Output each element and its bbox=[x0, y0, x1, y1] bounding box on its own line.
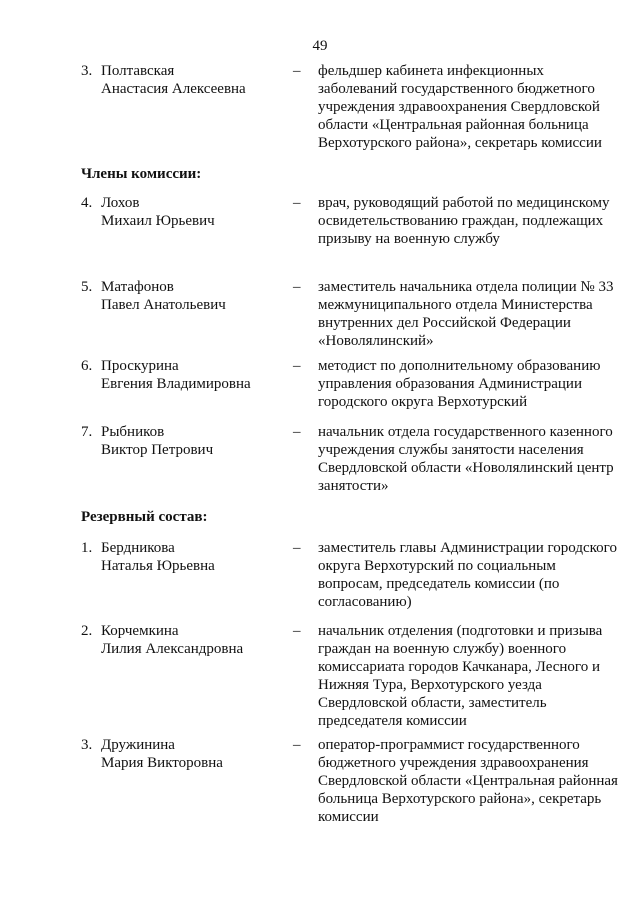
entry-number: 7. bbox=[81, 424, 93, 440]
entry-description: заместитель начальника отдела полиции № 33 межмуниципального отдела Министерства внутренних дел Российской Федерации «Новолялинский» bbox=[318, 279, 614, 349]
entry-dash: – bbox=[293, 63, 301, 79]
entry-dash: – bbox=[293, 540, 301, 556]
entry-given-names: Мария Викторовна bbox=[101, 755, 223, 771]
entry-surname: Матафонов bbox=[101, 279, 174, 295]
entry-given-names: Михаил Юрьевич bbox=[101, 213, 215, 229]
entry-number: 4. bbox=[81, 195, 93, 211]
entry-description: заместитель главы Администрации городского округа Верхотурский по социальным вопросам, председатель комиссии (по согласованию) bbox=[318, 540, 617, 610]
entry-given-names: Анастасия Алексеевна bbox=[101, 81, 246, 97]
entry-number: 2. bbox=[81, 623, 93, 639]
entry-description: начальник отдела государственного казенного учреждения службы занятости населения Свердловской области «Новолялинский центр занятости» bbox=[318, 424, 614, 494]
entry-dash: – bbox=[293, 195, 301, 211]
entry-name bbox=[101, 194, 291, 230]
entry-surname: Корчемкина bbox=[101, 623, 179, 639]
entry-surname: Бердникова bbox=[101, 540, 175, 556]
entry-dash: – bbox=[293, 623, 301, 639]
entry-dash: – bbox=[293, 424, 301, 440]
entry-name bbox=[101, 423, 291, 459]
entry-given-names: Лилия Александровна bbox=[101, 641, 244, 657]
entry-given-names: Виктор Петрович bbox=[101, 442, 214, 458]
entry-name bbox=[101, 278, 291, 314]
entry-dash: – bbox=[293, 279, 301, 295]
entry-description: врач, руководящий работой по медицинскому освидетельствованию граждан, подлежащих призыву на военную службу bbox=[318, 195, 610, 247]
entry-surname: Проскурина bbox=[101, 358, 179, 374]
entry-name bbox=[101, 357, 291, 393]
entry-description: начальник отделения (подготовки и призыва граждан на военную службу) военного комиссариата городов Качканара, Лесного и Нижняя Тура, Верхотурского уезда Свердловской области, заместитель председателя комиссии bbox=[318, 623, 603, 729]
entry-dash: – bbox=[293, 358, 301, 374]
reserve-heading: Резервный состав: bbox=[81, 509, 208, 525]
entry-name bbox=[101, 622, 291, 658]
entry-name bbox=[101, 736, 291, 772]
entry-number: 3. bbox=[81, 63, 93, 79]
entry-surname: Полтавская bbox=[101, 63, 175, 79]
entry-name bbox=[101, 539, 291, 575]
entry-number: 6. bbox=[81, 358, 93, 374]
page-number: 49 bbox=[312, 38, 328, 54]
entry-number: 3. bbox=[81, 737, 93, 753]
entry-name bbox=[101, 62, 291, 98]
entry-dash: – bbox=[293, 737, 301, 753]
entry-given-names: Наталья Юрьевна bbox=[101, 558, 215, 574]
entry-given-names: Евгения Владимировна bbox=[101, 376, 251, 392]
entry-number: 1. bbox=[81, 540, 93, 556]
entry-surname: Лохов bbox=[101, 195, 140, 211]
entry-description: методист по дополнительному образованию управления образования Администрации городского округа Верхотурский bbox=[318, 358, 601, 410]
entry-surname: Рыбников bbox=[101, 424, 165, 440]
entry-given-names: Павел Анатольевич bbox=[101, 297, 226, 313]
members-heading: Члены комиссии: bbox=[81, 166, 202, 182]
entry-number: 5. bbox=[81, 279, 93, 295]
entry-description: фельдшер кабинета инфекционных заболеваний государственного бюджетного учреждения здравоохранения Свердловской области «Центральная районная больница Верхотурского района», секретарь комиссии bbox=[318, 63, 602, 151]
entry-description: оператор-программист государственного бюджетного учреждения здравоохранения Свердловской области «Центральная районная больница Верхотурского района», секретарь комиссии bbox=[318, 737, 618, 825]
entry-surname: Дружинина bbox=[101, 737, 175, 753]
